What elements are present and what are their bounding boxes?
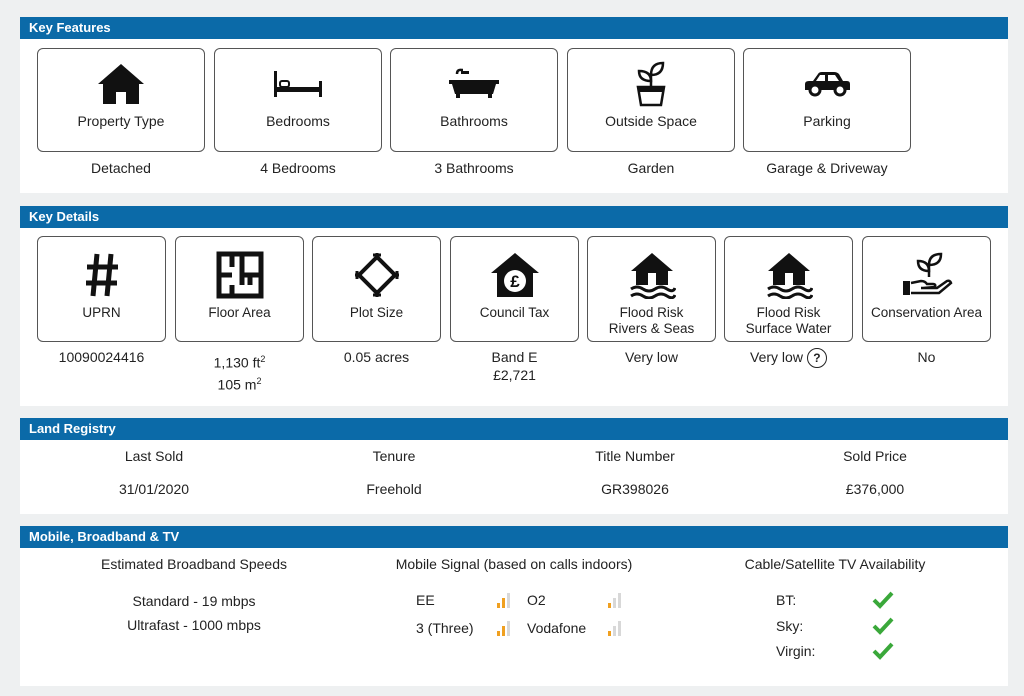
feature-label: Property Type: [77, 113, 165, 129]
broadband-header: Estimated Broadband Speeds: [100, 556, 287, 572]
key-details-panel: [20, 206, 1008, 406]
signal-bar: [613, 598, 616, 608]
feature-value: 3 Bathrooms: [434, 160, 514, 176]
feature-value: Garage & Driveway: [766, 160, 888, 176]
signal-bar: [507, 593, 510, 608]
feature-label: Outside Space: [605, 113, 697, 129]
detail-label: Council Tax: [479, 305, 550, 320]
broadband-ultrafast: Ultrafast - 1000 mbps: [127, 617, 261, 633]
signal-bar: [502, 626, 505, 636]
mobile-broadband-title: Mobile, Broadband & TV: [20, 526, 1008, 548]
tv-provider: BT:: [776, 592, 797, 608]
carrier-name: O2: [527, 592, 546, 608]
plot-icon: [353, 249, 401, 301]
last-sold-value: 31/01/2020: [118, 481, 190, 497]
signal-bar: [613, 626, 616, 636]
feature-label: Bathrooms: [440, 113, 508, 129]
check-icon: [872, 617, 894, 640]
council-tax-amount: £2,721: [493, 367, 536, 383]
detail-label: Floor Area: [208, 305, 271, 320]
tenure-value: Freehold: [366, 481, 422, 497]
feature-label: Parking: [803, 113, 851, 129]
flood-rivers-value: Very low: [625, 349, 678, 365]
signal-bar: [502, 598, 505, 608]
signal-bar: [497, 631, 500, 636]
key-features-panel: [20, 17, 1008, 193]
last-sold-header: Last Sold: [124, 448, 184, 464]
signal-bar: [608, 631, 611, 636]
hash-icon: [84, 249, 120, 301]
signal-bar: [497, 603, 500, 608]
signal-icon: [496, 592, 512, 613]
floor-area-value: [175, 350, 304, 393]
detail-label: UPRN: [82, 305, 121, 320]
feature-card-parking: [743, 48, 911, 152]
signal-bar: [608, 603, 611, 608]
carrier-name: 3 (Three): [416, 620, 474, 636]
mobile-signal-header: Mobile Signal (based on calls indoors): [395, 556, 633, 572]
bed-icon: [272, 61, 324, 107]
detail-label: Flood Risk Surface Water: [745, 305, 832, 336]
plot-size-value: 0.05 acres: [343, 349, 410, 365]
detail-card-conservation: [862, 236, 991, 342]
mobile-broadband-panel: [20, 526, 1008, 686]
svg-text:£: £: [509, 272, 520, 291]
uprn-value: 10090024416: [58, 349, 145, 365]
check-icon: [872, 642, 894, 665]
help-icon[interactable]: ?: [807, 348, 827, 368]
signal-bar: [618, 593, 621, 608]
tv-provider: Sky:: [776, 618, 804, 634]
tenure-header: Tenure: [372, 448, 416, 464]
bathtub-icon: [447, 61, 501, 107]
detail-card-plot-size: [312, 236, 441, 342]
feature-label: Bedrooms: [266, 113, 330, 129]
signal-icon: [607, 592, 623, 613]
flood-house-icon: [628, 249, 676, 301]
detail-card-flood-rivers: [587, 236, 716, 342]
council-tax-band: Band E: [491, 349, 538, 365]
plant-pot-icon: [633, 61, 669, 107]
feature-value: Garden: [627, 160, 675, 176]
land-registry-panel: [20, 418, 1008, 514]
key-details-title: Key Details: [20, 206, 1008, 228]
detail-card-council-tax: [450, 236, 579, 342]
tv-header: Cable/Satellite TV Availability: [744, 556, 926, 572]
council-tax-value: [450, 348, 579, 384]
floor-area-ft: 1,130 $ft^2$: [213, 354, 266, 371]
flood-house-icon: [765, 249, 813, 301]
check-icon: [872, 591, 894, 614]
broadband-standard: Standard - 19 mbps: [132, 593, 256, 609]
house-icon: [96, 61, 146, 107]
feature-value: Detached: [91, 160, 151, 176]
hand-plant-icon: [901, 249, 953, 301]
detail-card-flood-surface: [724, 236, 853, 342]
house-pound-icon: [489, 249, 541, 301]
title-number-value: GR398026: [601, 481, 669, 497]
detail-card-floor-area: [175, 236, 304, 342]
floor-plan-icon: [216, 249, 264, 301]
feature-card-property-type: [37, 48, 205, 152]
feature-card-outside-space: [567, 48, 735, 152]
signal-bar: [618, 621, 621, 636]
feature-card-bathrooms: [390, 48, 558, 152]
key-features-title: Key Features: [20, 17, 1008, 39]
detail-label: Plot Size: [349, 305, 404, 320]
signal-icon: [607, 620, 623, 641]
floor-area-m: 105 $m^2$: [217, 375, 262, 393]
carrier-name: Vodafone: [527, 620, 587, 636]
car-icon: [801, 61, 853, 107]
conservation-value: No: [917, 349, 936, 365]
land-registry-title: Land Registry: [20, 418, 1008, 440]
signal-bar: [507, 621, 510, 636]
detail-card-uprn: [37, 236, 166, 342]
signal-icon: [496, 620, 512, 641]
detail-label: Flood Risk Rivers & Seas: [608, 305, 695, 336]
carrier-name: EE: [416, 592, 435, 608]
title-number-header: Title Number: [595, 448, 675, 464]
flood-surface-value: Very low ?: [724, 348, 853, 368]
sold-price-header: Sold Price: [843, 448, 907, 464]
feature-card-bedrooms: [214, 48, 382, 152]
feature-value: 4 Bedrooms: [260, 160, 336, 176]
sold-price-value: £376,000: [845, 481, 905, 497]
tv-provider: Virgin:: [776, 643, 816, 659]
detail-label: Conservation Area: [870, 305, 983, 320]
